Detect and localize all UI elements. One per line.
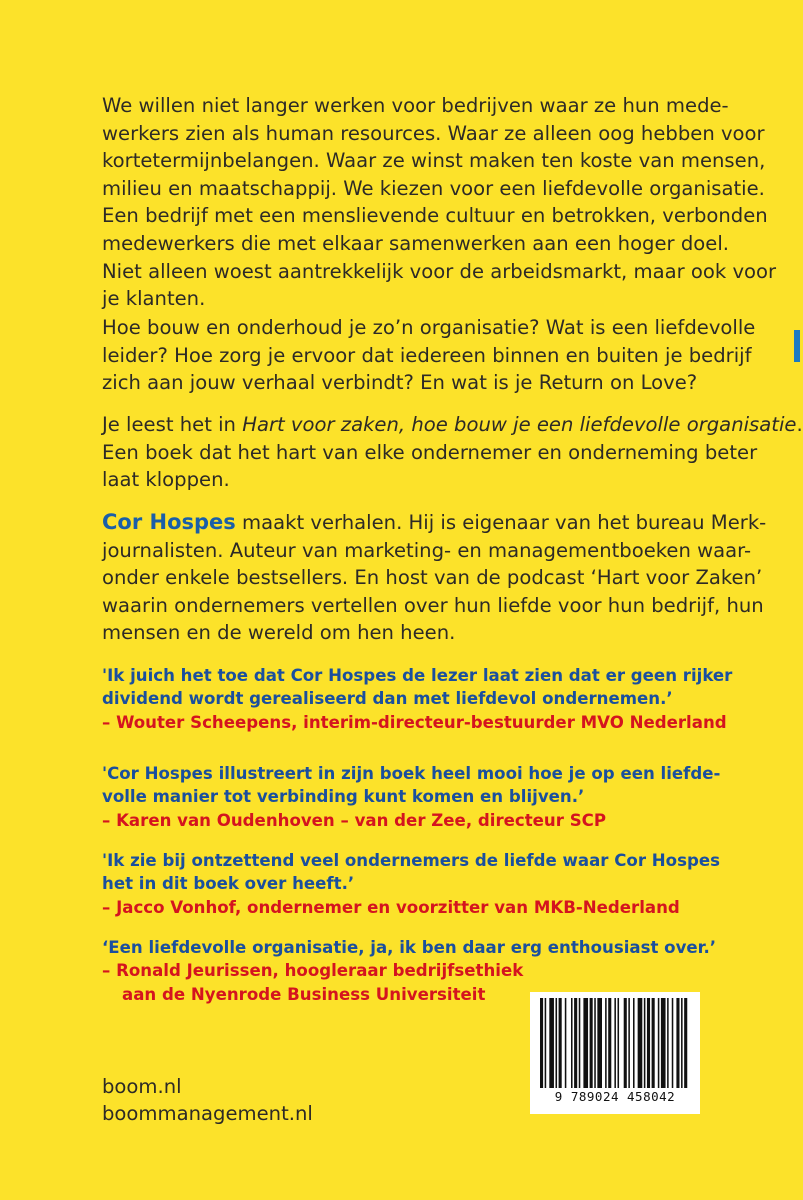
questions-line: zich aan jouw verhaal verbindt? En wat is je Return on Love? [102, 371, 698, 395]
barcode-bar [556, 998, 558, 1088]
barcode-bar [647, 998, 650, 1088]
barcode-bar [652, 998, 655, 1088]
intro-line: kortetermijnbelangen. Waar ze winst maken ten koste van mensen, [102, 149, 766, 173]
quote-attribution: aan de Nyenrode Business Universiteit [122, 984, 486, 1004]
bio-paragraph [102, 509, 767, 647]
barcode-bar [638, 998, 643, 1088]
book-line: laat kloppen. [102, 468, 230, 492]
barcode-bar [594, 998, 596, 1088]
barcode-bar [672, 998, 674, 1088]
spine-edge-mark [794, 330, 800, 362]
quote-block [102, 849, 720, 919]
barcode-bar [614, 998, 616, 1088]
book-paragraph [102, 411, 803, 494]
bio-line: mensen en de wereld om hen heen. [102, 621, 456, 645]
isbn-barcode [530, 992, 700, 1114]
book-title: Hart voor zaken, hoe bouw je een liefdevolle organisatie [242, 413, 797, 436]
quote-attribution: – Wouter Scheepens, interim-directeur-bestuurder MVO Nederland [102, 712, 727, 732]
barcode-bar [676, 998, 679, 1088]
barcode-bar [583, 998, 588, 1088]
quote-block [102, 762, 721, 832]
barcode-bar [571, 998, 573, 1088]
barcode-bar [684, 998, 687, 1088]
barcode-bar [597, 998, 602, 1088]
questions-line: leider? Hoe zorg je ervoor dat iedereen binnen en buiten je bedrijf [102, 343, 752, 367]
isbn-number: 9 789024 458042 [554, 1089, 676, 1104]
bio-line: waarin ondernemers vertellen over hun liefde voor hun bedrijf, hun [102, 593, 764, 617]
book-line: Een boek dat het hart van elke ondernemer en onderneming beter [102, 440, 758, 464]
barcode-bar [574, 998, 577, 1088]
intro-line: We willen niet langer werken voor bedrijven waar ze hun mede- [102, 94, 729, 117]
barcode-bar [545, 998, 547, 1088]
barcode-bar [644, 998, 646, 1088]
barcode-bar [618, 998, 620, 1088]
bio-line [102, 509, 767, 537]
intro-line: medewerkers die met elkaar samenwerken aan een hoger doel. [102, 231, 729, 255]
barcode-bars [538, 998, 692, 1088]
barcode-bar [605, 998, 607, 1088]
barcode-bar [681, 998, 683, 1088]
barcode-bar [658, 998, 660, 1088]
barcode-bar [549, 998, 554, 1088]
quote-line: het in dit boek over heeft.’ [102, 874, 355, 894]
barcode-bar [661, 998, 666, 1088]
book-line-prefix: Je leest het in [102, 413, 243, 436]
intro-line: werkers zien als human resources. Waar ze alleen oog hebben voor [102, 121, 765, 145]
quote-line: 'Cor Hospes illustreert in zijn boek heel mooi hoe je op een liefde- [102, 764, 721, 783]
barcode-bar [667, 998, 669, 1088]
barcode-bar [628, 998, 630, 1088]
barcode-bar [565, 998, 567, 1088]
barcode-bar [624, 998, 627, 1088]
intro-line: je klanten. [102, 287, 206, 311]
book-line [102, 411, 803, 439]
questions-line: Hoe bouw en onderhoud je zo’n organisatie? Wat is een liefdevolle [102, 316, 756, 339]
barcode-bar [540, 998, 543, 1088]
questions-paragraph [102, 314, 756, 397]
intro-line: milieu en maatschappij. We kiezen voor een liefdevolle organisatie. [102, 176, 765, 200]
intro-line: Een bedrijf met een menslievende cultuur en betrokken, verbonden [102, 204, 768, 228]
quote-block [102, 664, 733, 734]
quote-line: 'Ik zie bij ontzettend veel ondernemers de liefde waar Cor Hospes [102, 851, 720, 870]
quote-line: ‘Een liefdevolle organisatie, ja, ik ben daar erg enthousiast over.’ [102, 938, 717, 957]
quote-line: volle manier tot verbinding kunt komen en blijven.’ [102, 787, 585, 807]
publisher-url[interactable]: boommanagement.nl [102, 1102, 313, 1125]
publisher-url[interactable]: boom.nl [102, 1075, 182, 1098]
barcode-bar [559, 998, 562, 1088]
quote-attribution: – Jacco Vonhof, ondernemer en voorzitter van MKB-Nederland [102, 897, 680, 917]
barcode-bar [633, 998, 635, 1088]
intro-line: Niet alleen woest aantrekkelijk voor de arbeidsmarkt, maar ook voor [102, 259, 777, 283]
quote-line: dividend wordt gerealiseerd dan met liefdevol ondernemen.’ [102, 689, 673, 709]
bio-line-rest: maakt verhalen. Hij is eigenaar van het bureau Merk- [235, 511, 767, 534]
barcode-bar [579, 998, 581, 1088]
author-name: Cor Hospes [102, 510, 236, 534]
quote-attribution: – Ronald Jeurissen, hoogleraar bedrijfsethiek [102, 961, 524, 981]
quote-line: 'Ik juich het toe dat Cor Hospes de lezer laat zien dat er geen rijker [102, 666, 733, 685]
bio-line: onder enkele bestsellers. En host van de podcast ‘Hart voor Zaken’ [102, 566, 763, 590]
publisher-links [102, 1073, 313, 1127]
barcode-bar [590, 998, 593, 1088]
barcode-bar [608, 998, 611, 1088]
quote-attribution: – Karen van Oudenhoven – van der Zee, directeur SCP [102, 810, 606, 830]
book-line-suffix: . [796, 413, 803, 436]
bio-line: journalisten. Auteur van marketing- en managementboeken waar- [102, 538, 752, 562]
intro-paragraph [102, 92, 777, 313]
